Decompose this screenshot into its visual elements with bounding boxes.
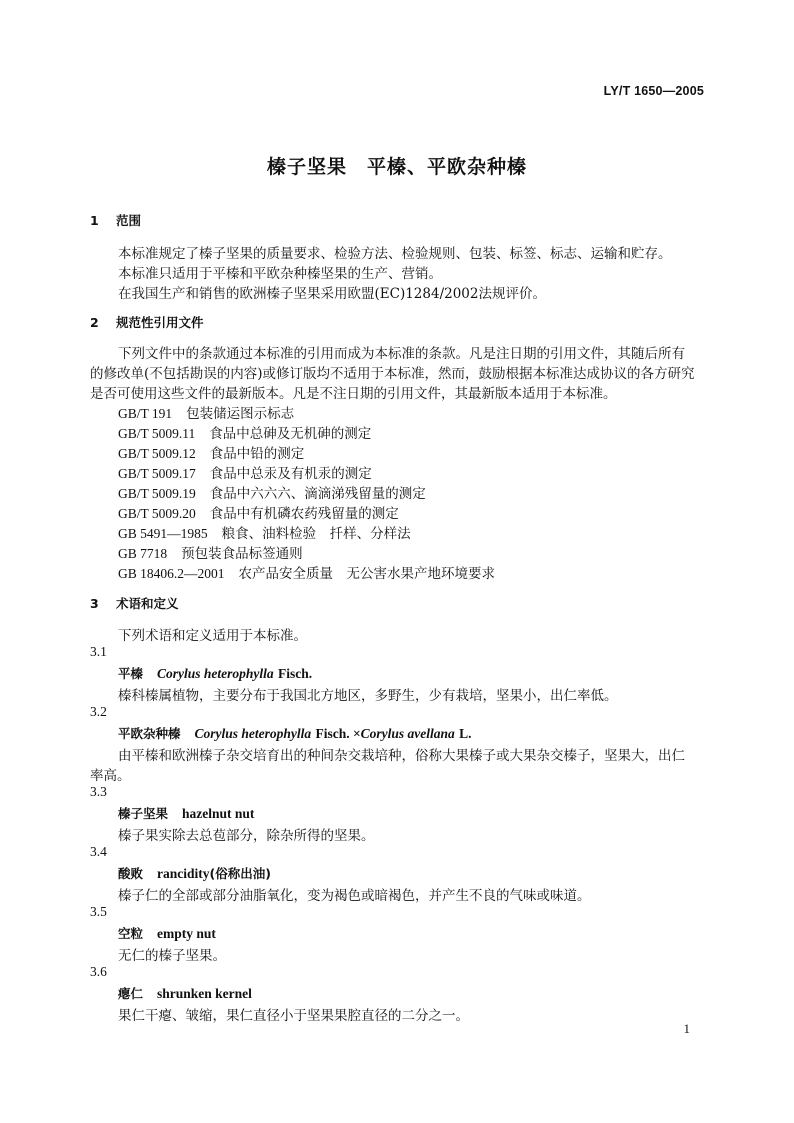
term-en: shrunken kernel: [157, 986, 252, 1001]
clause-number: 3.3: [90, 784, 107, 799]
document-title: 榛子坚果 平榛、平欧杂种榛: [266, 156, 527, 178]
term-entry: [118, 664, 312, 682]
term-cross: Fisch. ×: [315, 726, 361, 741]
term-cn: 酸败: [118, 866, 144, 881]
term-definition: 无仁的榛子坚果。: [118, 948, 226, 964]
term-cn: 平欧杂种榛: [118, 726, 181, 741]
term-definition: 果仁干瘪、皱缩，果仁直径小于坚果果腔直径的二分之一。: [118, 1008, 469, 1024]
section-3-heading: [90, 594, 179, 612]
term-cn: 榛子坚果: [118, 806, 169, 821]
reference-item: GB/T 5009.19 食品中六六六、滴滴涕残留量的测定: [118, 486, 426, 502]
term-author: Fisch.: [277, 666, 313, 681]
reference-item: GB 7718 预包装食品标签通则: [118, 546, 303, 562]
page-number: 1: [683, 1021, 690, 1036]
term-cn: 瘪仁: [118, 986, 144, 1001]
terms-intro: 下列术语和定义适用于本标准。: [118, 628, 307, 644]
clause-number: 3.6: [90, 964, 107, 979]
reference-item: GB/T 191 包装储运图示标志: [118, 406, 295, 422]
section-title: 范围: [116, 213, 142, 228]
term-en: hazelnut nut: [182, 806, 255, 821]
clause-number: 3.4: [90, 844, 107, 859]
section-2-heading: [90, 313, 204, 331]
section-number: 1: [90, 213, 99, 228]
term-entry: [118, 804, 254, 822]
term-author: L.: [459, 726, 472, 741]
section-title: 术语和定义: [116, 596, 179, 611]
normative-intro-line-3: 是否可使用这些文件的最新版本。凡是不注日期的引用文件，其最新版本适用于本标准。: [90, 386, 617, 402]
reference-item: GB/T 5009.20 食品中有机磷农药残留量的测定: [118, 506, 399, 522]
term-cn: 空粒: [118, 926, 144, 941]
reference-item: GB/T 5009.17 食品中总汞及有机汞的测定: [118, 466, 372, 482]
clause-number: 3.5: [90, 904, 107, 919]
term-definition: 榛子果实除去总苞部分，除杂所得的坚果。: [118, 828, 375, 844]
term-latin: Corylus heterophylla: [194, 726, 312, 741]
standard-code: LY/T 1650—2005: [603, 84, 704, 98]
term-definition: 由平榛和欧洲榛子杂交培育出的种间杂交栽培种，俗称大果榛子或大果杂交榛子，坚果大，出仁: [118, 748, 685, 764]
term-entry: [118, 984, 252, 1002]
scope-paragraph-2: 本标准只适用于平榛和平欧杂种榛坚果的生产、营销。: [118, 266, 442, 282]
term-definition-cont: 率高。: [90, 768, 131, 784]
clause-number: 3.2: [90, 704, 107, 719]
section-number: 3: [90, 596, 99, 611]
reference-item: GB 18406.2—2001 农产品安全质量 无公害水果产地环境要求: [118, 566, 496, 582]
section-number: 2: [90, 315, 99, 330]
term-note: (俗称出油): [209, 866, 271, 881]
reference-item: GB/T 5009.11 食品中总砷及无机砷的测定: [118, 426, 372, 442]
normative-intro-line-1: 下列文件中的条款通过本标准的引用而成为本标准的条款。凡是注日期的引用文件，其随后所有: [118, 346, 685, 362]
scope-paragraph-1: 本标准规定了榛子坚果的质量要求、检验方法、检验规则、包装、标签、标志、运输和贮存。: [118, 246, 672, 262]
section-1-heading: [90, 211, 141, 229]
term-en: empty nut: [157, 926, 216, 941]
term-definition: 榛科榛属植物，主要分布于我国北方地区，多野生，少有栽培，坚果小，出仁率低。: [118, 688, 618, 704]
term-cn: 平榛: [118, 666, 144, 681]
term-latin: Corylus avellana: [360, 726, 455, 741]
term-entry: [118, 724, 471, 742]
reference-item: GB/T 5009.12 食品中铅的测定: [118, 446, 305, 462]
term-en: rancidity: [157, 866, 210, 881]
normative-intro-line-2: 的修改单(不包括勘误的内容)或修订版均不适用于本标准，然而，鼓励根据本标准达成协议的各方研究: [90, 366, 695, 382]
scope-paragraph-3: 在我国生产和销售的欧洲榛子坚果采用欧盟(EC)1284/2002法规评价。: [118, 286, 546, 302]
term-entry: [118, 924, 216, 942]
clause-number: 3.1: [90, 644, 107, 659]
reference-item: GB 5491—1985 粮食、油料检验 扦样、分样法: [118, 526, 411, 542]
term-latin: Corylus heterophylla: [157, 666, 274, 681]
term-entry: [118, 864, 271, 882]
section-title: 规范性引用文件: [116, 315, 204, 330]
term-definition: 榛子仁的全部或部分油脂氧化，变为褐色或暗褐色，并产生不良的气味或味道。: [118, 888, 591, 904]
